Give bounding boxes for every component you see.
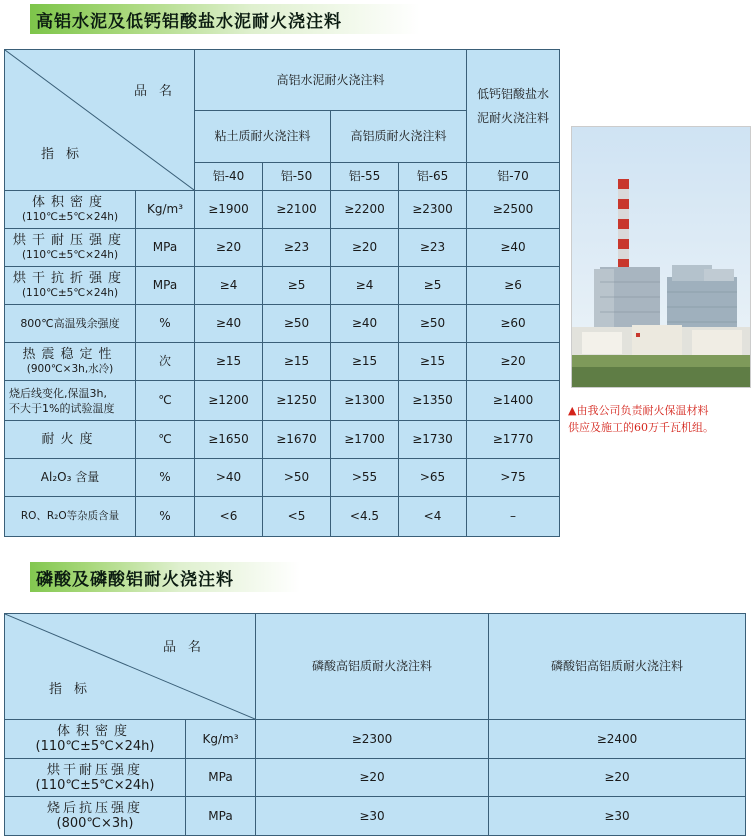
row-name: 烧后线变化,保温3h, <box>9 386 107 400</box>
row-name: 烘干耐压强度 <box>46 762 143 778</box>
unit-cell: MPa <box>186 797 256 836</box>
row-name: RO、R₂O等杂质含量 <box>20 510 120 522</box>
value-cell: ≥2100 <box>263 191 331 229</box>
table-row <box>5 305 560 343</box>
value-cell: ≥30 <box>256 797 489 836</box>
table-row <box>5 759 746 797</box>
section1-title: 高铝水泥及低钙铝酸盐水泥耐火浇注料 <box>0 4 420 34</box>
unit-cell: MPa <box>136 267 195 305</box>
table-row <box>5 381 560 421</box>
table-row <box>5 720 746 759</box>
caption-line-1: ▲由我公司负责耐火保温材料 <box>568 404 709 417</box>
value-cell: <4 <box>399 497 467 537</box>
row-name: 热震稳定性 <box>22 346 118 362</box>
table-row <box>5 797 746 836</box>
value-cell: <4.5 <box>331 497 399 537</box>
value-cell: ≥15 <box>263 343 331 381</box>
row-label <box>5 381 136 421</box>
corner-product-label: 品名 <box>133 84 184 99</box>
value-cell: ≥4 <box>331 267 399 305</box>
value-cell: ≥15 <box>195 343 263 381</box>
value-cell: ≥60 <box>467 305 560 343</box>
value-cell: ≥20 <box>331 229 399 267</box>
value-cell: ≥2300 <box>256 720 489 759</box>
row-label <box>5 191 136 229</box>
row-name: 耐火度 <box>41 432 99 447</box>
row-name: 体积密度 <box>56 724 133 739</box>
table-row <box>5 421 560 459</box>
row-condition: (110℃±5℃×24h) <box>35 777 155 793</box>
unit-cell: % <box>136 497 195 537</box>
power-plant-photo <box>571 126 751 388</box>
unit-cell: 次 <box>136 343 195 381</box>
unit-cell: ℃ <box>136 421 195 459</box>
row-name: 烘干抗折强度 <box>12 270 127 286</box>
grade-header: 铝-50 <box>263 163 331 191</box>
corner-indicator-label: 指标 <box>49 682 100 697</box>
value-cell: ≥15 <box>331 343 399 381</box>
value-cell: >40 <box>195 459 263 497</box>
value-cell: >55 <box>331 459 399 497</box>
value-cell: ≥15 <box>399 343 467 381</box>
phosphate-castable-table <box>4 613 746 836</box>
row-label <box>5 343 136 381</box>
table1-corner-header <box>5 50 195 191</box>
value-cell: ≥1700 <box>331 421 399 459</box>
unit-cell: Kg/m³ <box>186 720 256 759</box>
value-cell: ≥1650 <box>195 421 263 459</box>
table-row <box>5 459 560 497</box>
grade-header: 铝-55 <box>331 163 399 191</box>
table-row <box>5 191 560 229</box>
unit-cell: Kg/m³ <box>136 191 195 229</box>
value-cell: >65 <box>399 459 467 497</box>
corner-diagonal-line <box>5 614 255 719</box>
row-label <box>5 267 136 305</box>
row-condition: 不大于1%的试验温度 <box>9 401 115 415</box>
group-header-low-calcium: 低钙铝酸盐水泥耐火浇注料 <box>467 50 560 163</box>
row-condition: (110℃±5℃×24h) <box>21 248 119 261</box>
row-condition: (110℃±5℃×24h) <box>35 739 155 754</box>
unit-cell: MPa <box>136 229 195 267</box>
row-label <box>5 421 136 459</box>
value-cell: >75 <box>467 459 560 497</box>
row-label: 800℃高温残余强度 <box>5 305 136 343</box>
value-cell: ≥23 <box>399 229 467 267</box>
row-name: 体积密度 <box>31 194 108 210</box>
caption-line-2: 供应及施工的60万千瓦机组。 <box>568 421 714 434</box>
value-cell: <6 <box>195 497 263 537</box>
grade-header: 铝-70 <box>467 163 560 191</box>
row-name: 烘干耐压强度 <box>12 232 127 248</box>
unit-cell: % <box>136 459 195 497</box>
value-cell: ≥20 <box>489 759 746 797</box>
value-cell: ≥1300 <box>331 381 399 421</box>
value-cell: ≥5 <box>399 267 467 305</box>
corner-diagonal-line <box>5 50 194 190</box>
table2-corner-header <box>5 614 256 720</box>
value-cell: ≥6 <box>467 267 560 305</box>
col-header-aluminium-phosphate: 磷酸铝高铝质耐火浇注料 <box>489 614 746 720</box>
col-header-phosphate-high-alumina: 磷酸高铝质耐火浇注料 <box>256 614 489 720</box>
table-row <box>5 343 560 381</box>
corner-indicator-label: 指标 <box>41 147 92 162</box>
power-plant-illustration <box>572 127 750 387</box>
row-condition: (900℃×3h,水冷) <box>26 362 114 375</box>
high-alumina-cement-castable-table <box>4 49 560 537</box>
value-cell: ≥50 <box>263 305 331 343</box>
row-label <box>5 497 136 537</box>
photo-caption <box>568 402 754 436</box>
row-name: Al₂O₃ 含量 <box>40 470 100 484</box>
value-cell: ≥40 <box>331 305 399 343</box>
subheader-high-alumina: 高铝质耐火浇注料 <box>331 111 467 163</box>
value-cell: ≥2400 <box>489 720 746 759</box>
row-condition: (800℃×3h) <box>56 816 134 831</box>
value-cell: ≥40 <box>195 305 263 343</box>
value-cell: ≥1250 <box>263 381 331 421</box>
table-row <box>5 267 560 305</box>
group-header-high-alumina-cement: 高铝水泥耐火浇注料 <box>195 50 467 111</box>
value-cell: ≥2500 <box>467 191 560 229</box>
row-label <box>5 229 136 267</box>
value-cell: ≥1400 <box>467 381 560 421</box>
row-label <box>5 797 186 836</box>
row-name: 烧后抗压强度 <box>46 801 143 816</box>
value-cell: ≥1900 <box>195 191 263 229</box>
table-row <box>5 497 560 537</box>
value-cell: ≥1670 <box>263 421 331 459</box>
row-label <box>5 459 136 497</box>
value-cell: ≥20 <box>195 229 263 267</box>
value-cell: >50 <box>263 459 331 497</box>
subheader-clay: 粘土质耐火浇注料 <box>195 111 331 163</box>
value-cell: ≥20 <box>467 343 560 381</box>
value-cell: ≥2300 <box>399 191 467 229</box>
row-label <box>5 720 186 759</box>
corner-product-label: 品名 <box>162 640 213 655</box>
table-row <box>5 229 560 267</box>
value-cell: ≥20 <box>256 759 489 797</box>
unit-cell: % <box>136 305 195 343</box>
value-cell: ≥50 <box>399 305 467 343</box>
value-cell: ≥2200 <box>331 191 399 229</box>
value-cell: – <box>467 497 560 537</box>
grade-header: 铝-40 <box>195 163 263 191</box>
value-cell: ≥23 <box>263 229 331 267</box>
row-label <box>5 759 186 797</box>
value-cell: ≥40 <box>467 229 560 267</box>
value-cell: <5 <box>263 497 331 537</box>
section2-title: 磷酸及磷酸铝耐火浇注料 <box>0 562 300 592</box>
value-cell: ≥1350 <box>399 381 467 421</box>
row-condition: (110℃±5℃×24h) <box>21 286 119 299</box>
unit-cell: ℃ <box>136 381 195 421</box>
value-cell: ≥1770 <box>467 421 560 459</box>
value-cell: ≥4 <box>195 267 263 305</box>
value-cell: ≥30 <box>489 797 746 836</box>
grade-header: 铝-65 <box>399 163 467 191</box>
row-condition: (110℃±5℃×24h) <box>21 210 119 223</box>
value-cell: ≥5 <box>263 267 331 305</box>
value-cell: ≥1730 <box>399 421 467 459</box>
unit-cell: MPa <box>186 759 256 797</box>
value-cell: ≥1200 <box>195 381 263 421</box>
